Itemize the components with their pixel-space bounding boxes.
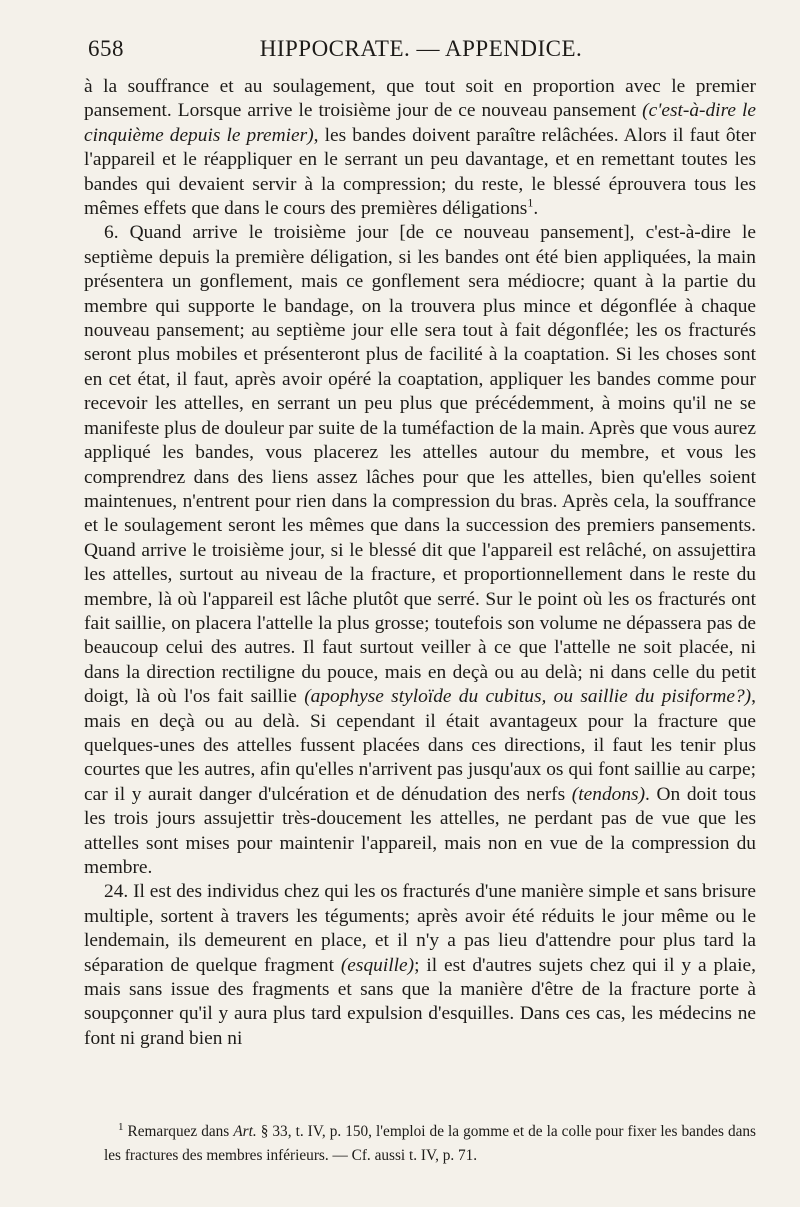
italic-span: (esquille) xyxy=(340,954,415,976)
page-header xyxy=(88,36,754,66)
text-span: 6. Quand arrive le troisième jour [de ce nouveau pansement], c'est-à-dire le septième depuis la première déligation, si les bandes ont été bien appliquées, la main présentera un gonflement, mais ce gonflement sera médiocre; quant à la partie du membre qui supporte le bandage, on la trouvera plus mince et dégonflée à chaque nouveau pansement; au septième jour elle sera tout à fait dégonflée; les os fracturés seront plus mobiles et présenteront plus de facilité à la coaptation. Si les choses sont en cet état, il faut, après avoir opéré la coaptation, appliquer les bandes comme pour recevoir les attelles, en serrant un peu plus que précédemment, à moins qu'il ne se manifeste plus de douleur par suite de la tuméfaction de la main. Après que vous aurez appliqué les bandes, vous placerez les attelles autour du membre, et vous les comprendrez dans des liens assez lâches pour que les attelles, bien qu'elles soient maintenues, n'entrent pour rien dans la compression du bras. Après cela, la souffrance et le soulagement seront les mêmes que dans la succession des premiers pansements. Quand arrive le troisième jour, si le blessé dit que l'appareil est relâché, on assujettira les attelles, surtout au niveau de la fracture, et proportionnellement dans le reste du membre, là où l'appareil est lâche plutôt que serré. Sur le point où les os fracturés ont fait saillie, on placera l'attelle la plus grosse; toutefois son volume ne dépassera pas de beaucoup celui des autres. Il faut surtout veiller à ce que l'attelle ne soit placée, ni dans la direction rectiligne du pouce, mais en deçà ou au delà; ni dans celle du petit doigt, là où l'os fait saillie xyxy=(84,222,756,708)
paragraph-2 xyxy=(84,221,756,880)
running-title: HIPPOCRATE. — APPENDICE. xyxy=(259,36,583,61)
text-span: Remarquez dans xyxy=(123,1123,234,1140)
footnotes xyxy=(104,1120,756,1168)
italic-span: (apophyse styloïde du cubitus, ou saillie du pisiforme?) xyxy=(304,686,752,708)
text-span: à la souffrance et au soulagement, que tout soit en proportion avec le premier pansement. Lorsque arrive le troisième jour de ce nouveau pansement xyxy=(84,76,756,122)
text-span: , les bandes doivent paraître relâchées. Alors il faut ôter l'appareil et le réappliquer en le serrant un peu davantage, et en remettant toutes les bandes qui devaient servir à la compression; du reste, le blessé éprouvera tous les mêmes effets que dans le cours des premières déligations xyxy=(84,124,757,220)
text-span: . xyxy=(533,198,539,220)
page-number: 658 xyxy=(88,36,124,61)
paragraph-1 xyxy=(84,75,756,221)
italic-span: (tendons) xyxy=(571,783,646,805)
body-text xyxy=(84,75,756,1051)
text-span: ; il est d'autres sujets chez qui il y a plaie, mais sans issue des fragments et sans que la manière d'être de la fracture porte à soupçonner qu'il y aura plus tard expulsion d'esquilles. Dans ces cas, les médecins ne font ni grand bien ni xyxy=(84,954,756,1049)
italic-span: Art. xyxy=(233,1123,257,1140)
footnote-mark: 1 xyxy=(118,1120,124,1133)
text-span: . On doit tous les trois jours assujettir très-doucement les attelles, ne perdant pas de vue que les attelles sont mises pour maintenir l'appareil, mais non en vue de la compression du membre. xyxy=(84,783,756,878)
paragraph-3 xyxy=(84,880,756,1051)
text-span: § 33, t. IV, p. 150, l'emploi de la gomme et de la colle pour fixer les bandes dans les fractures des membres inférieurs. — Cf. aussi t. IV, p. 71. xyxy=(104,1123,756,1164)
italic-span: (c'est-à-dire le cinquième depuis le premier) xyxy=(84,100,757,146)
text-span: , mais en deçà ou au delà. Si cependant il était avantageux pour la fracture que quelques-unes des attelles fussent placées dans ces directions, il faut les tenir plus courtes que les autres, afin qu'elles n'arrivent pas jusqu'aux os qui font saillie au carpe; car il y aurait danger d'ulcération et de dénudation des nerfs xyxy=(84,686,757,805)
text-span: 24. Il est des individus chez qui les os fracturés d'une manière simple et sans brisure multiple, sortent à travers les téguments; après avoir été réduits le jour même ou le lendemain, ils demeurent en place, et il n'y a pas lieu d'attendre pour plus tard la séparation de quelque fragment xyxy=(84,881,756,976)
footnote-reference[interactable]: 1 xyxy=(527,195,534,210)
footnote-1 xyxy=(104,1120,756,1168)
